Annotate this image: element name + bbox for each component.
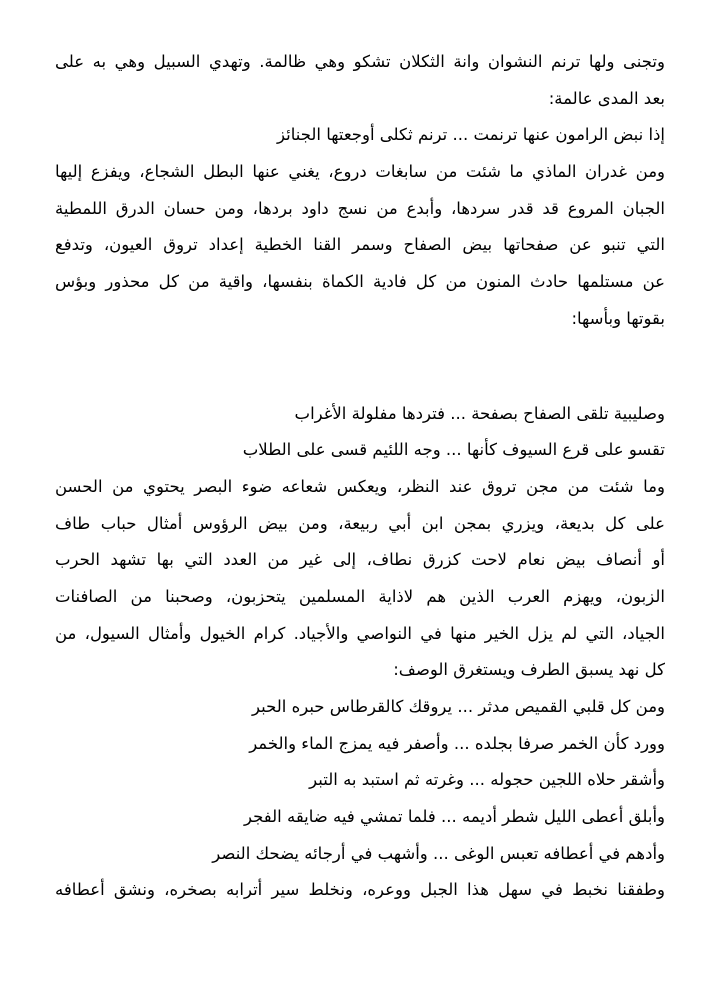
text-line: وأبلق أعطى الليل شطر أديمه ... فلما تمشي فيه ضايقه الفجر xyxy=(244,807,665,827)
text-line: الزبون، ويهزم العرب الذين هم لاذاية المسلمين يتحزبون، وصحبنا من الصافنات xyxy=(55,586,665,606)
text-line: أو أنصاف بيض نعام لاحت كزرق نطاف، إلى غير من العدد التي بها تشهد الحرب xyxy=(55,550,665,570)
text-line: إذا نبض الرامون عنها ترنمت ... ترنم ثكلى أوجعتها الجنائز xyxy=(277,125,665,145)
text-line: وأدهم في أعطافه تعبس الوغى ... وأشهب في أرجائه يضحك النصر xyxy=(212,843,665,863)
text-line: وصليبية تلقى الصفاح بصفحة ... فتردها مفلولة الأغراب xyxy=(294,403,665,423)
paragraph-spacer xyxy=(55,338,665,396)
text-line: ومن غدران الماذي ما شئت من سابغات دروع، يغني عنها البطل الشجاع، ويفزع إليها xyxy=(55,162,665,182)
text-line: ومن كل قلبي القميص مدثر ... يروقك كالقرطاس حبره الحبر xyxy=(251,697,665,716)
text-line: التي تنبو عن صفحاتها بيض الصفاح وسمر القنا الخطية إعداد تروق العيون، وتدفع xyxy=(55,235,665,255)
text-line: على كل بديعة، ويزري بمجن ابن أبي ربيعة، ومن بيض الرؤوس أمثال حباب طاف xyxy=(55,513,665,533)
text-line: وتجنى ولها ترنم النشوان وانة الثكلان تشكو وهي ظالمة. وتهدي السبيل وهي به على xyxy=(55,52,665,71)
text-line: وطفقنا نخبط في سهل هذا الجبل ووعره، ونخلط سير أترابه بصخره، ونشق أعطافه xyxy=(55,880,665,900)
text-line: بقوتها وبأسها: xyxy=(571,308,665,328)
text-line: وما شئت من مجن تروق عند النظر، ويعكس شعاعه ضوء البصر يحتوي من الحسن xyxy=(55,476,665,496)
text-line: كل نهد يسبق الطرف ويستغرق الوصف: xyxy=(393,660,665,680)
text-line: تقسو على قرع السيوف كأنها ... وجه اللئيم قسى على الطلاب xyxy=(242,440,665,460)
text-line: وأشقر حلاه اللجين حجوله ... وغرته ثم استبد به التبر xyxy=(309,770,665,790)
text-line: وورد كأن الخمر صرفا بجلده ... وأصفر فيه يمزج الماء والخمر xyxy=(249,733,665,753)
text-line: الجياد، التي لم يزل الخير منها في النواصي والأجياد. كرام الخيول وأمثال السيول، من xyxy=(55,623,665,643)
document-page xyxy=(55,44,665,909)
text-line: الجبان المروع قد قدر سردها، وأبدع من نسج داود بردها، ومن حسان الدرق اللمطية xyxy=(55,198,665,218)
text-line: عن مستلمها حادث المنون من كل فادية الكماة بنفسها، واقية من كل محذور وبؤس xyxy=(55,272,665,292)
text-line: بعد المدى عالمة: xyxy=(548,88,665,108)
